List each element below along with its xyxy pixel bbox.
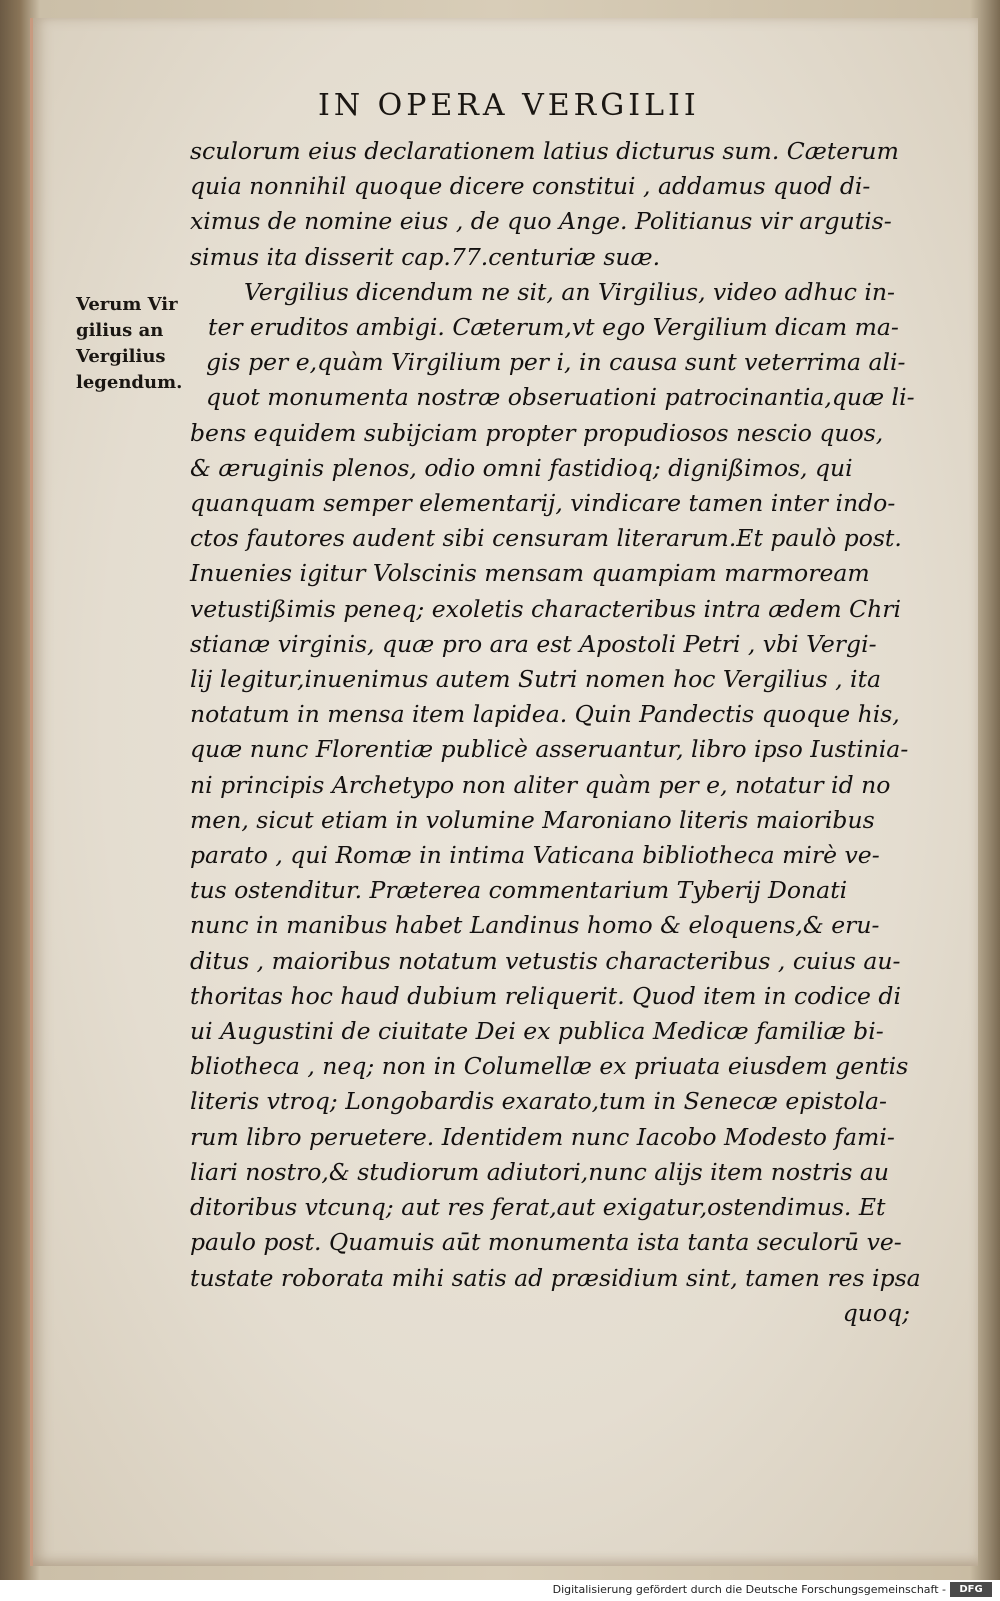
- text-line: simus ita disserit cap.77.centuriæ suæ.: [190, 242, 661, 271]
- text-line: vetustißimis peneq; exoletis characteribus intra ædem Chri: [190, 594, 901, 623]
- text-line: quot monumenta nostræ obseruationi patrocinantia,quæ li-: [206, 383, 915, 412]
- text-line: ditoribus vtcunq; aut res ferat,aut exigatur,ostendimus. Et: [190, 1193, 886, 1222]
- marginal-note-line: Vergilius: [76, 346, 166, 367]
- text-line: tustate roborata mihi satis ad præsidium sint, tamen res ipsa: [190, 1263, 921, 1292]
- text-line: literis vtroq; Longobardis exarato,tum in Senecæ epistola-: [190, 1087, 887, 1116]
- text-line: sculorum eius declarationem latius dicturus sum. Cæterum: [190, 137, 899, 165]
- dfg-logo: DFG: [950, 1582, 992, 1597]
- text-line: parato , qui Romæ in intima Vaticana bibliotheca mirè ve-: [190, 841, 880, 870]
- text-line: notatum in mensa item lapidea. Quin Pandectis quoque his,: [190, 700, 900, 729]
- text-line: liari nostro,& studiorum adiutori,nunc alijs item nostris au: [190, 1157, 889, 1186]
- text-line: thoritas hoc haud dubium reliquerit. Quod item in codice di: [190, 981, 901, 1010]
- marginal-note-line: legendum.: [76, 372, 183, 393]
- footer-credit: Digitalisierung gefördert durch die Deutsche Forschungsgemeinschaft -: [552, 1583, 946, 1596]
- main-text-block: [190, 134, 950, 1331]
- text-line: quæ nunc Florentiæ publicè asseruantur, libro ipso Iustinia-: [190, 735, 909, 764]
- marginal-note-line: gilius an: [76, 320, 164, 341]
- text-line: ter eruditos ambigi. Cæterum,vt ego Vergilium dicam ma-: [208, 313, 899, 342]
- text-line: rum libro peruetere. Identidem nunc Iacobo Modesto fami-: [190, 1122, 895, 1151]
- text-line: bliotheca , neq; non in Columellæ ex priuata eiusdem gentis: [190, 1052, 909, 1081]
- text-line: ditus , maioribus notatum vetustis characteribus , cuius au-: [190, 946, 901, 975]
- text-line: nunc in manibus habet Landinus homo & eloquens,& eru-: [190, 911, 880, 940]
- text-line: quia nonnihil quoque dicere constitui , addamus quod di-: [190, 172, 871, 201]
- text-line: stianæ virginis, quæ pro ara est Apostoli Petri , vbi Vergi-: [190, 629, 877, 658]
- text-line: tus ostenditur. Præterea commentarium Tyberij Donati: [190, 876, 848, 905]
- text-line: quanquam semper elementarij, vindicare tamen inter indo-: [190, 489, 896, 518]
- footer-bar: [0, 1580, 1000, 1601]
- text-line: gis per e,quàm Virgilium per i, in causa sunt veterrima ali-: [206, 348, 906, 377]
- text-line: men, sicut etiam in volumine Maroniano literis maioribus: [190, 805, 875, 834]
- text-line: Vergilius dicendum ne sit, an Virgilius, video adhuc in-: [244, 277, 895, 306]
- marginal-note-line: Verum Vir: [76, 294, 178, 315]
- catchword: quoq;: [842, 1298, 910, 1327]
- text-line: lij legitur,inuenimus autem Sutri nomen hoc Vergilius , ita: [190, 665, 882, 694]
- text-line: ximus de nomine eius , de quo Ange. Politianus vir argutis-: [190, 207, 892, 236]
- marginal-note: [76, 292, 206, 396]
- running-head: IN OPERA VERGILII: [318, 88, 700, 123]
- text-line: ni principis Archetypo non aliter quàm per e, notatur id no: [190, 770, 891, 799]
- text-line: paulo post. Quamuis aūt monumenta ista tanta seculorū ve-: [190, 1228, 902, 1257]
- text-line: & æruginis plenos, odio omni fastidioq; dignißimos, qui: [190, 453, 853, 482]
- text-line: ui Augustini de ciuitate Dei ex publica Medicæ familiæ bi-: [190, 1017, 884, 1046]
- text-line: bens equidem subijciam propter propudiosos nescio quos,: [190, 418, 884, 447]
- text-line: Inuenies igitur Volscinis mensam quampiam marmoream: [190, 559, 870, 588]
- text-line: ctos fautores audent sibi censuram literarum.Et paulò post.: [190, 524, 902, 553]
